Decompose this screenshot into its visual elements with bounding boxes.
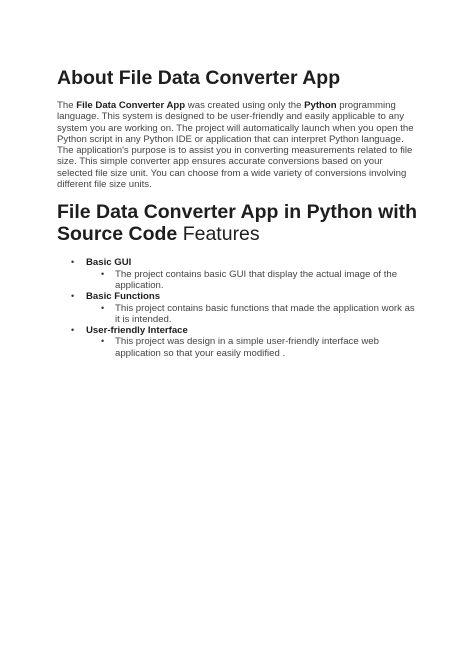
feature-item-user-friendly-interface bbox=[57, 325, 419, 359]
feature-item-basic-gui bbox=[57, 257, 419, 291]
feature-description: This project contains basic functions that made the application work as it is intended. bbox=[115, 302, 415, 325]
document-content bbox=[57, 66, 419, 359]
feature-description-item bbox=[86, 269, 419, 292]
intro-text-2: was created using only the bbox=[185, 100, 305, 111]
feature-description: The project contains basic GUI that display the actual image of the application. bbox=[115, 268, 398, 291]
feature-name: User-friendly Interface bbox=[86, 325, 188, 337]
feature-description-item bbox=[86, 336, 419, 359]
bullet-dot-icon: • bbox=[101, 302, 105, 313]
bullet-dot-icon: • bbox=[71, 325, 75, 336]
features-heading bbox=[57, 201, 419, 245]
intro-bold-python: Python bbox=[304, 100, 337, 111]
intro-bold-app-name: File Data Converter App bbox=[76, 100, 186, 111]
intro-paragraph bbox=[57, 100, 419, 190]
features-heading-bold: File Data Converter App in Python with Source Code bbox=[57, 201, 418, 246]
features-list bbox=[57, 257, 419, 359]
intro-text-1: The bbox=[57, 100, 77, 111]
features-heading-normal: Features bbox=[177, 223, 260, 246]
page-title: About File Data Converter App bbox=[57, 67, 341, 89]
bullet-dot-icon: • bbox=[101, 268, 105, 279]
feature-item-basic-functions bbox=[57, 291, 419, 325]
feature-description: This project was design in a simple user-friendly interface web application so that your easily modified . bbox=[115, 336, 379, 359]
feature-description-item bbox=[86, 303, 419, 326]
bullet-dot-icon: • bbox=[71, 257, 75, 268]
intro-text-3: programming language. This system is designed to be user-friendly and easily applicable to any system you are working on. The project will automatically launch when you open the Python script in any Python IDE or application that can interpret Python language. The application's purpose is to assist you in converting measurements related to file size. This simple converter app ensures accurate conversions based on your selected file size unit. You can choose from a wide variety of conversions involving different file size units. bbox=[57, 100, 414, 191]
bullet-dot-icon: • bbox=[71, 291, 75, 302]
bullet-dot-icon: • bbox=[101, 336, 105, 347]
feature-name: Basic Functions bbox=[86, 291, 161, 303]
feature-name: Basic GUI bbox=[86, 257, 132, 269]
